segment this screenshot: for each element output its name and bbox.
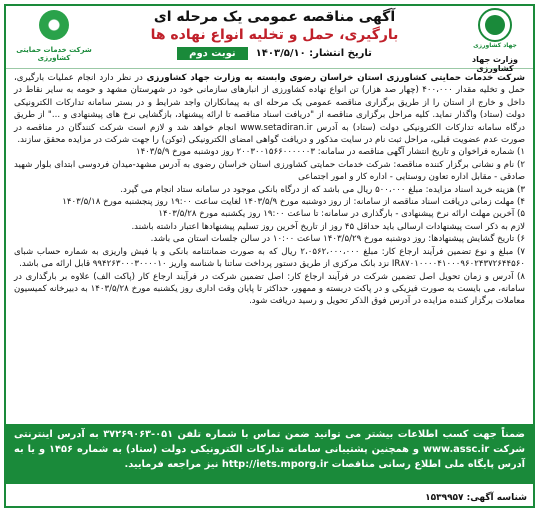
item-note: لازم به ذکر است پیشنهادات ارسالی باید حداقل ۴۵ روز از تاریخ آخرین روز تسلیم پیشنهادها اعتبار داشته باشند. — [131, 221, 525, 232]
title-block — [106, 8, 443, 60]
notice-title: آگهی مناقصه عمومی یک مرحله ای — [153, 9, 396, 25]
item-6: ۶) تاریخ گشایش پیشنهادها: روز دوشنبه مورخ ۱۴۰۳/۵/۲۹ ساعت ۱۰:۰۰ در سالن جلسات استان می باشد. — [150, 234, 525, 245]
item-1: ۱) شماره فراخوان و تاریخ انتشار آگهی مناقصه در سامانه: ۲۰۰۳۰۰۱۵۶۶۰۰۰۰۰۰۳ روز دوشنبه مورخ ۱۴۰۳/۵/۹ — [135, 147, 525, 158]
item-5: ۵) آخرین مهلت ارائه نرخ پیشنهادی - بارگذاری در سامانه: تا ساعت ۱۹:۰۰ روز یکشنبه مورخ ۱۴۰۳/۵/۲۸ — [158, 209, 525, 220]
intro-company: شرکت خدمات حمایتی کشاورزی استان خراسان رضوی وابسته به وزارت جهاد کشاورزی — [146, 73, 525, 83]
ad-id: شناسه آگهی: ۱۵۳۹۹۵۷ — [425, 493, 527, 503]
item-3: ۳) هزینه خرید اسناد مزایده: مبلغ ۵۰۰،۰۰۰ ریال می باشد که از درگاه بانکی موجود در سامانه ستاد انجام می گیرد. — [120, 184, 525, 195]
item-8: ۸) آدرس و زمان تحویل اصل تضمین شرکت در فرآیند ارجاع کار: اصل تضمین شرکت در فرآیند ارجاع کار (پاکت الف) علاوه بر بارگذاری در سامانه، می بایست به صورت فیزیکی و در پاکت دربسته و ممهور، حداکثر تا پایان وقت اداری روز یکشنبه مورخ ۱۴۰۳/۵/۲۸ به دبیرخانه کمیسیون معاملات برگزار کننده مزایده در آدرس فوق الذکر تحویل و رسید دریافت شود. — [14, 271, 525, 307]
notice-subtitle: بارگیری، حمل و تخلیه انواع نهاده ها — [150, 27, 399, 43]
item-7: ۷) مبلغ و نوع تضمین فرآیند ارجاع کار: مبلغ ۲،۰۵۶۲،۰۰۰،۰۰۰ ریال که به صورت ضمانتنامه بانکی و یا فیش واریزی به شماره حساب شبای IR۸۷۰۱۰۰۰۰۴۱۰۰۰۹۶۰۲۴۳۷۲۶۴۴۵۶۰ نزد بانک مرکزی از طریق دستور پرداخت ساتنا با شناسه واریز ۹۹۴۲۶۳۰۰۰۳۰۰۰۰۱۰ قابل ارائه می باشد. — [14, 246, 525, 270]
logo-caption: جهاد کشاورزی — [473, 42, 517, 49]
company-logo — [12, 8, 96, 62]
contact-box: ضمناً جهت کسب اطلاعات بیشتر می توانید ضمن تماس با شماره تلفن ۰۵۱-۳۷۲۶۹۰۶۳ به آدرس اینترنتی شرکت www.assc.ir و همچنین پشتیبانی سامانه تدارکات الکترونیکی دولت (ستاد) به شماره ۱۴۵۶ و یا به آدرس پایگاه ملی اطلاع رسانی مناقصات http://iets.mporg.ir نیز مراجعه فرمایید. — [6, 424, 533, 484]
round-and-date — [106, 47, 443, 60]
notice-header — [6, 6, 533, 73]
intro-paragraph — [14, 72, 525, 146]
ministry-name: وزارت جهاد کشاورزی — [472, 55, 518, 73]
ministry-logo — [463, 8, 527, 73]
publish-date: تاریخ انتشار: ۱۴۰۳/۵/۱۰ — [255, 48, 372, 59]
tender-notice — [4, 4, 535, 508]
company-seal-icon — [39, 10, 69, 40]
company-name: شرکت خدمات حمایتی کشاورزی — [16, 46, 92, 62]
ministry-seal-icon — [478, 8, 512, 42]
item-4: ۴) مهلت زمانی دریافت اسناد مناقصه از سامانه: از روز دوشنبه مورخ ۱۴۰۳/۵/۹ لغایت ساعت ۱۹:۰۰ روز پنجشنبه مورخ ۱۴۰۳/۵/۱۸ — [62, 197, 525, 208]
intro-text: در نظر دارد انجام عملیات بارگیری، حمل و تخلیه مقدار ۴۰۰،۰۰۰ (چهار صد هزار) تن انواع نهاده کشاورزی از انبارهای سازمانی خود در شهرستان مشهد و حومه به سایر نقاط در داخل و خارج از استان را از طریق برگزاری مناقصه عمومی یک مرحله ای به پیمانکاران واجد شرایط و در بستر سامانه تدارکات الکترونیکی دولت (ستاد) واگذار نماید. کلیه مراحل برگزاری مناقصه از "دریافت اسناد مناقصه تا ارائه پیشنهاد، بازگشایی نرخ های پیشنهادی و ..." از طریق درگاه سامانه تدارکات الکترونیکی دولت (ستاد) به آدرس www.setadiran.ir انجام خواهد شد و لازم است شرکت کنندگان در مناقصه در صورت عدم عضویت قبلی، مراحل ثبت نام در سایت مذکور و دریافت گواهی امضای الکترونیکی (توکن) را جهت شرکت در مزایده محقق سازند. — [14, 73, 525, 146]
notice-body — [6, 69, 533, 414]
item-2: ۲) نام و نشانی برگزار کننده مناقصه: شرکت خدمات حمایتی کشاورزی استان خراسان رضوی به آدرس مشهد-میدان فردوسی ابتدای بلوار شهید صادقی - مقابل اداره تعاون روستایی - اداره کار و امور اجتماعی — [14, 159, 525, 183]
round-badge: نوبت دوم — [177, 47, 248, 60]
